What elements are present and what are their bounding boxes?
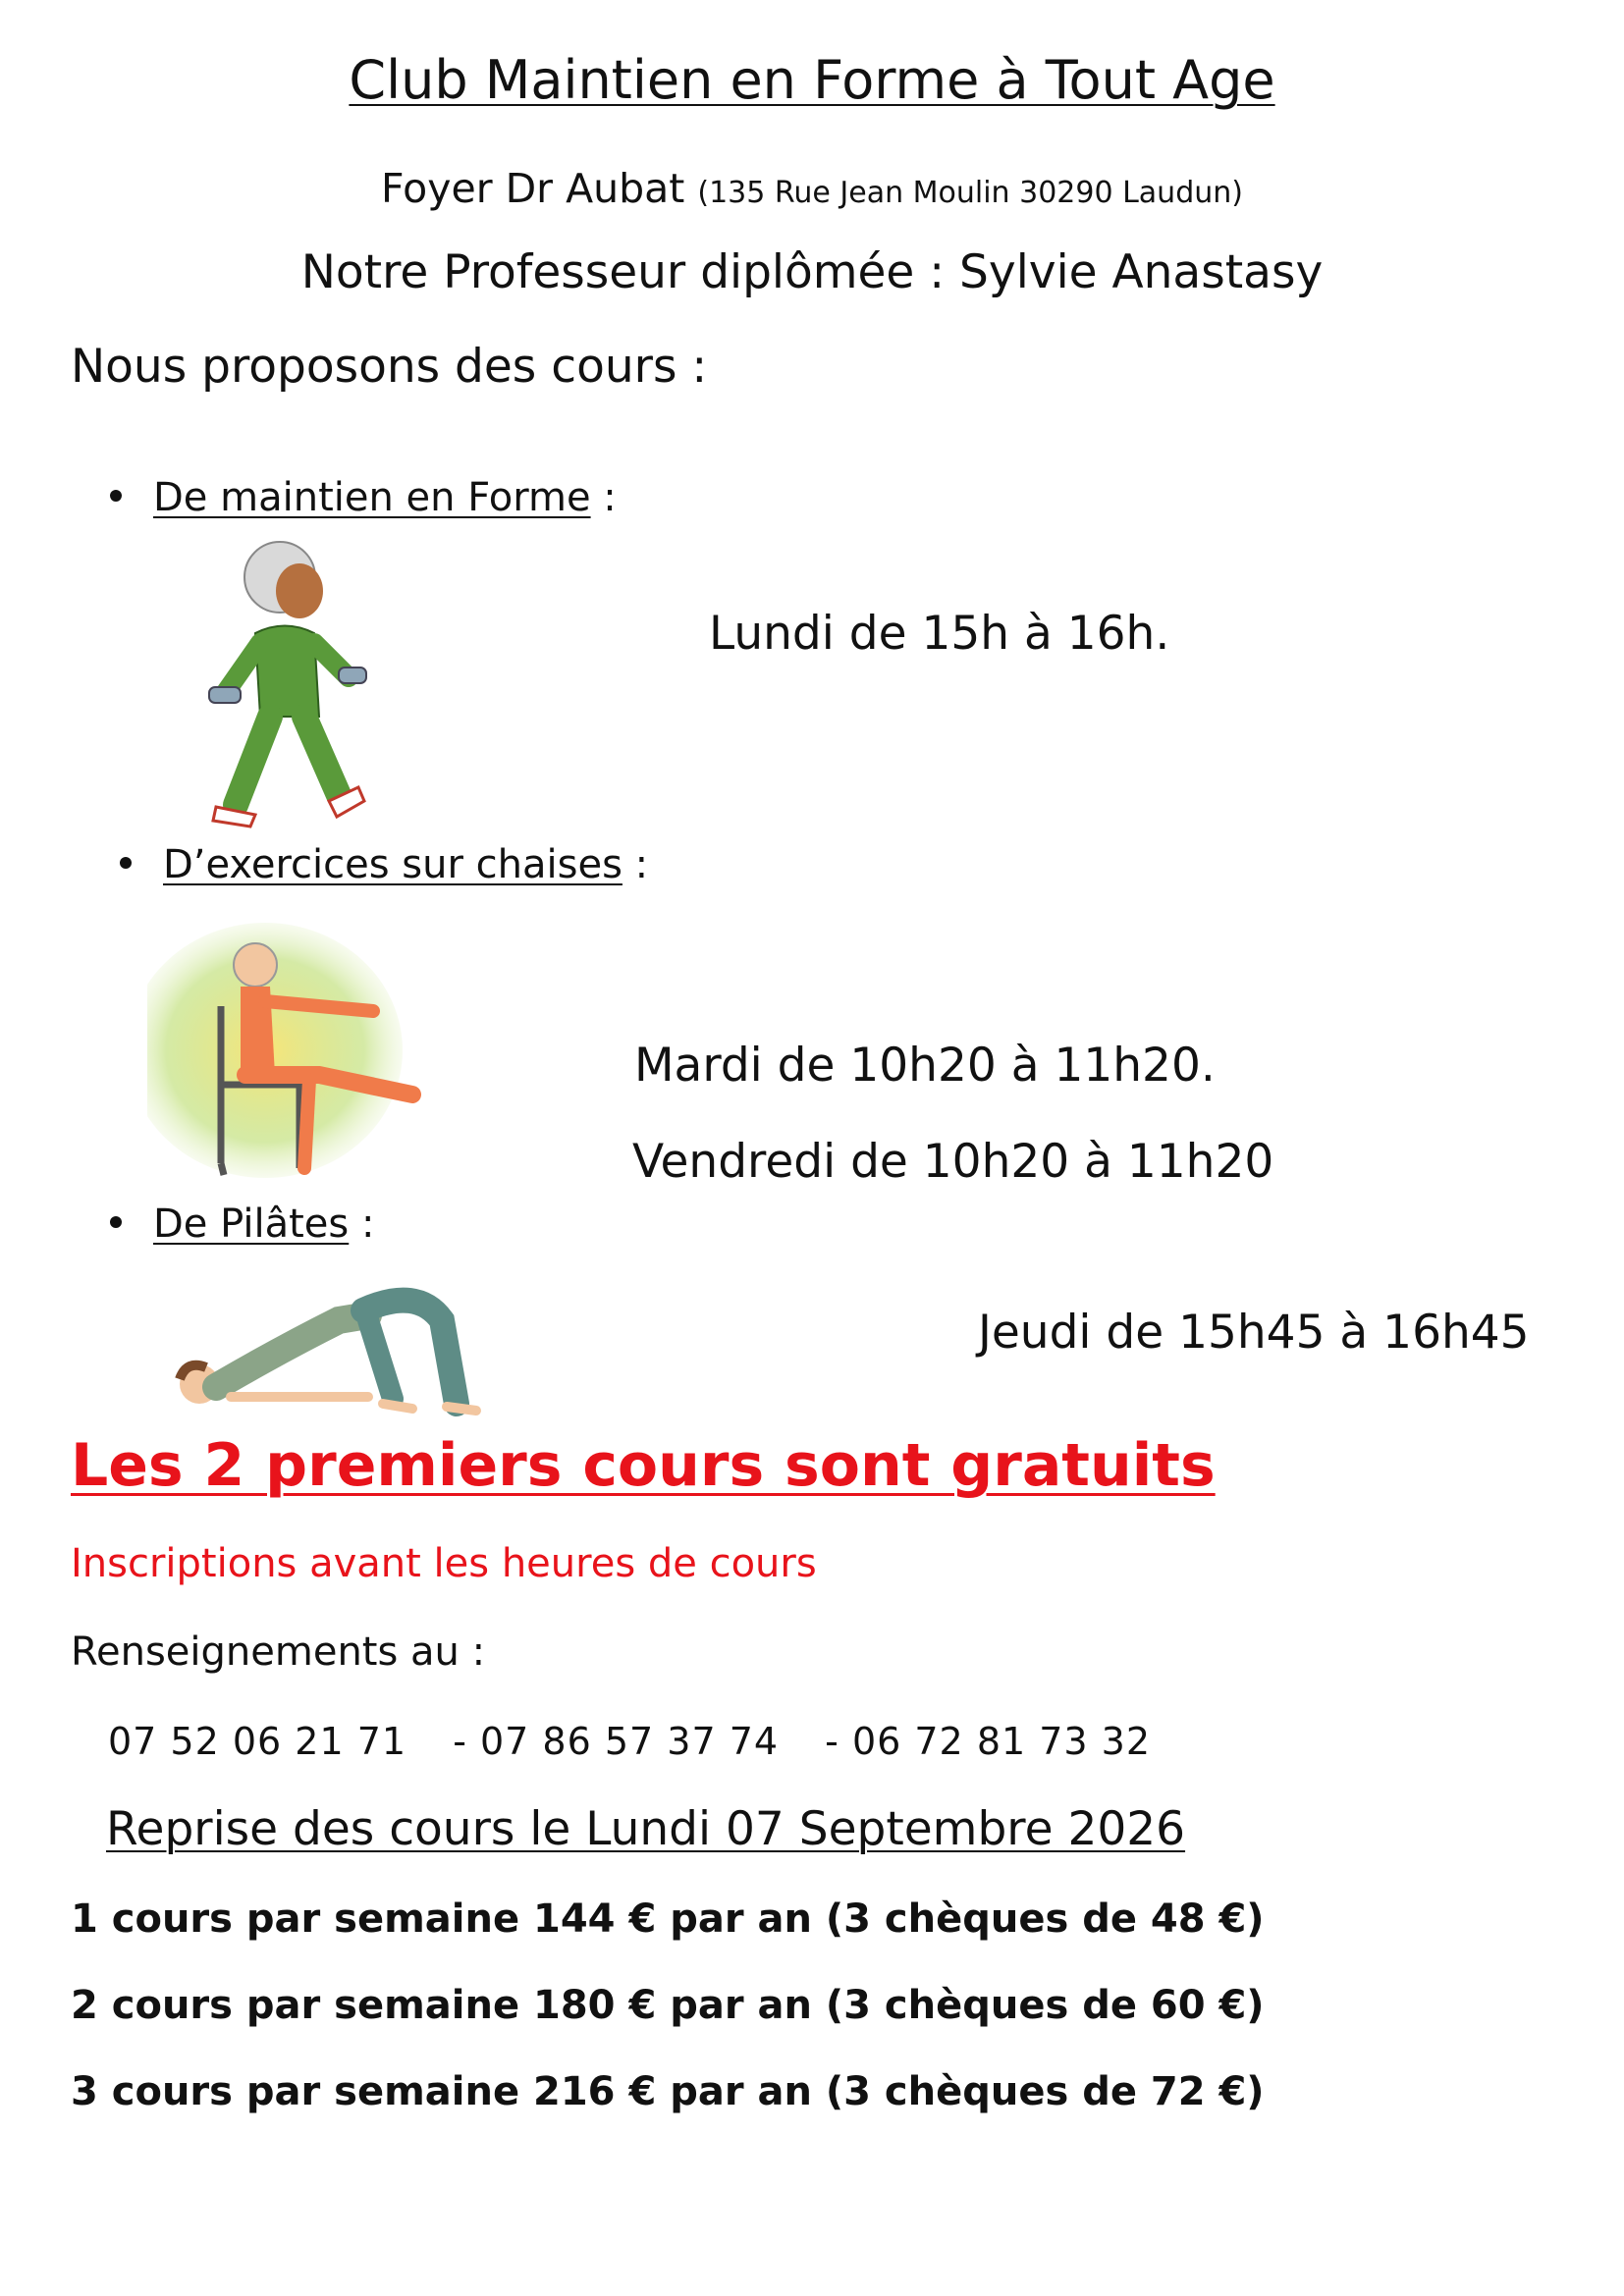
course-item-maintien <box>110 475 617 520</box>
course-label-suffix: : <box>590 475 617 520</box>
price-line: 1 cours par semaine 144 € par an (3 chèques de 48 €) <box>71 1896 1265 1942</box>
phone-number: - 06 72 81 73 32 <box>825 1720 1152 1763</box>
bullet-dot <box>120 857 132 869</box>
course-item-chaises <box>120 842 648 887</box>
schedule-mardi: Mardi de 10h20 à 11h20. <box>634 1039 1216 1093</box>
schedule-maintien: Lundi de 15h à 16h. <box>709 607 1170 661</box>
price-line: 3 cours par semaine 216 € par an (3 chèques de 72 €) <box>71 2069 1265 2114</box>
course-label: De Pilâtes <box>153 1201 350 1247</box>
free-trial-banner: Les 2 premiers cours sont gratuits <box>71 1431 1216 1500</box>
info-label: Renseignements au : <box>71 1629 486 1675</box>
course-item-pilates <box>110 1201 374 1247</box>
registration-note: Inscriptions avant les heures de cours <box>71 1541 817 1586</box>
senior-walking-dumbbells-illustration <box>201 530 368 834</box>
professor-line: Notre Professeur diplômée : Sylvie Anastasy <box>300 245 1324 299</box>
price-line: 2 cours par semaine 180 € par an (3 chèques de 60 €) <box>71 1983 1265 2028</box>
reprise-date: Reprise des cours le Lundi 07 Septembre 2026 <box>106 1802 1186 1856</box>
chair-exercise-illustration <box>147 918 437 1183</box>
course-label: D’exercices sur chaises <box>163 842 623 887</box>
venue-address <box>0 165 1624 212</box>
pilates-bridge-illustration <box>172 1281 486 1418</box>
courses-intro: Nous proposons des cours : <box>71 340 708 394</box>
phone-numbers <box>108 1720 1184 1763</box>
schedule-vendredi: Vendredi de 10h20 à 11h20 <box>632 1135 1274 1189</box>
bullet-dot <box>110 1216 122 1228</box>
venue-name: Foyer Dr Aubat <box>381 165 685 212</box>
phone-number: 07 52 06 21 71 <box>108 1720 407 1763</box>
course-label: De maintien en Forme <box>153 475 591 520</box>
course-label-suffix: : <box>349 1201 375 1247</box>
page-title: Club Maintien en Forme à Tout Age <box>349 49 1275 111</box>
venue-street: (135 Rue Jean Moulin 30290 Laudun) <box>697 176 1243 210</box>
schedule-jeudi: Jeudi de 15h45 à 16h45 <box>978 1306 1530 1360</box>
phone-number: - 07 86 57 37 74 <box>453 1720 780 1763</box>
bullet-dot <box>110 490 122 502</box>
course-label-suffix: : <box>622 842 649 887</box>
